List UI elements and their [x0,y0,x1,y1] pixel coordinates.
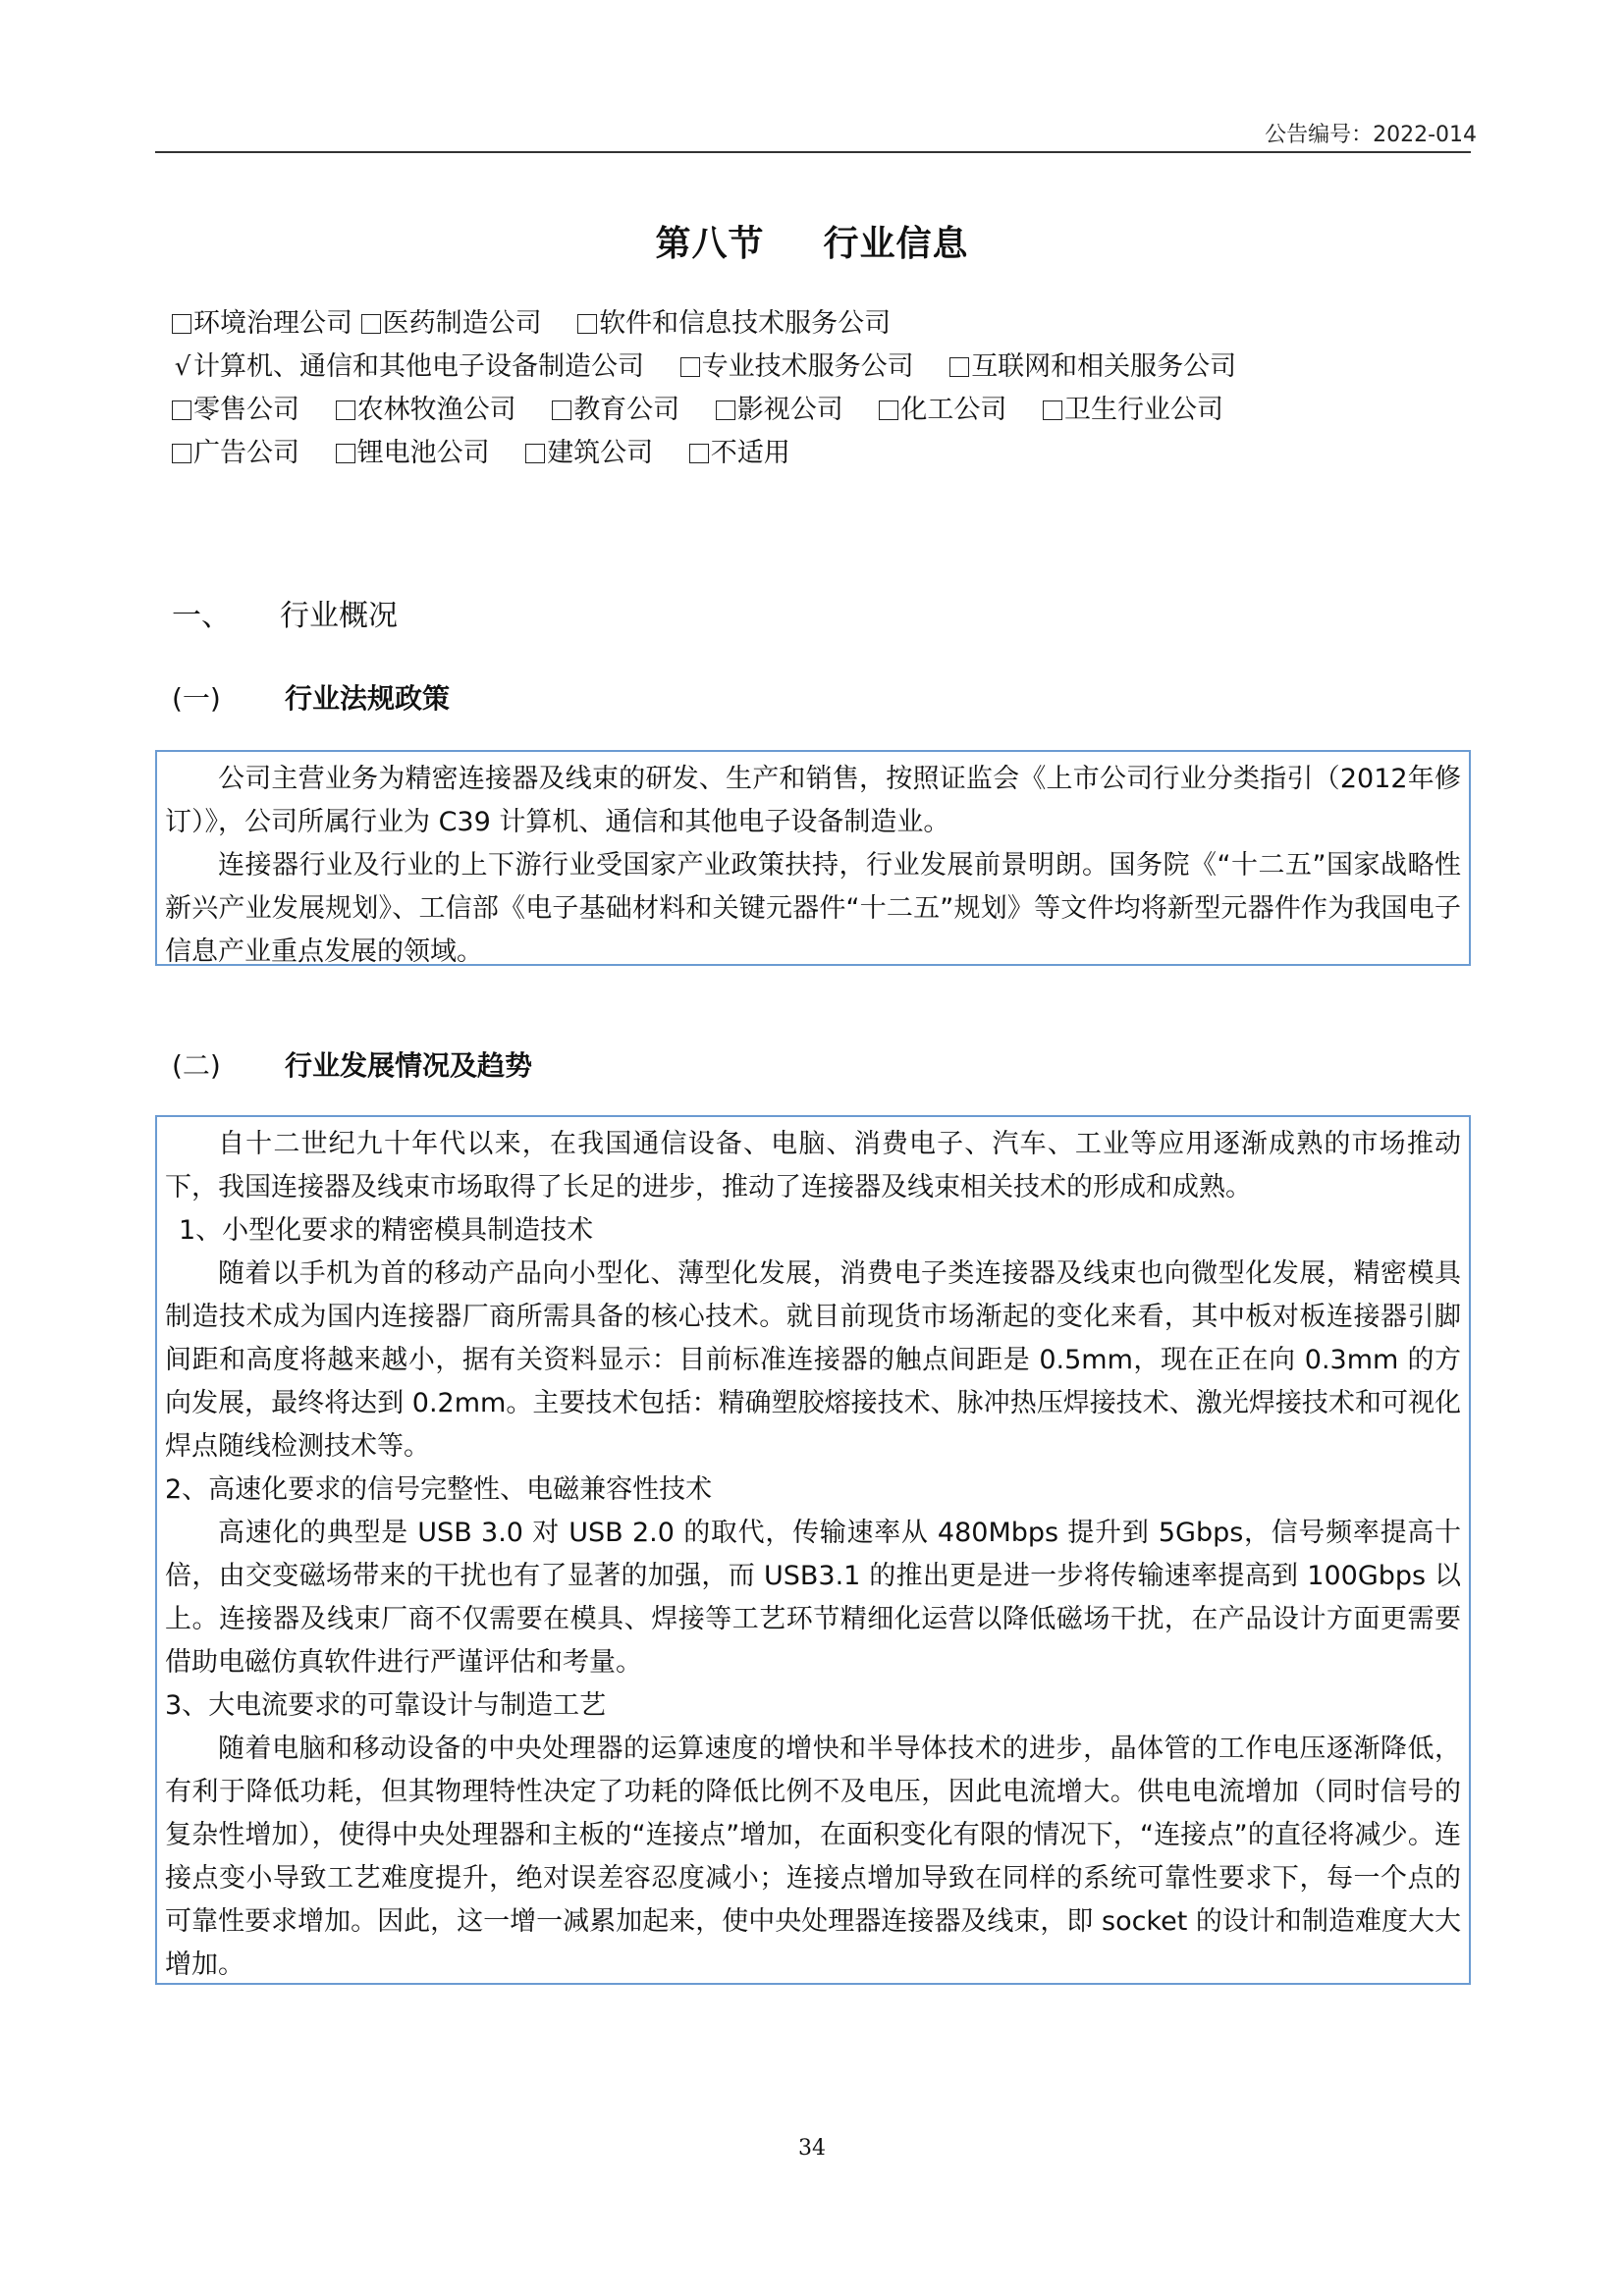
checkbox-icon[interactable] [1043,400,1062,420]
checkbox-option[interactable]: 零售公司 [172,389,299,432]
subheading: 1、小型化要求的精密模具制造技术 [179,1215,594,1246]
checkbox-icon[interactable] [172,444,191,463]
checkbox-option[interactable]: 互联网和相关服务公司 [949,346,1236,389]
subheading: 3、大电流要求的可靠设计与制造工艺 [165,1690,607,1721]
subheading: 2、高速化要求的信号完整性、电磁兼容性技术 [165,1474,713,1505]
heading-number: (二) [172,1049,221,1082]
checkbox-option[interactable]: 医药制造公司 [361,302,542,346]
section-number: 第八节 [655,224,765,264]
checkbox-icon[interactable] [552,400,571,420]
checkbox-option[interactable]: 不适用 [689,432,790,475]
checkbox-icon[interactable] [336,400,355,420]
regulation-policy-box [155,750,1471,966]
checkbox-option-checked[interactable]: √ 计算机、通信和其他电子设备制造公司 [172,346,644,389]
checkbox-icon[interactable] [689,444,709,463]
checkbox-icon[interactable] [716,400,735,420]
heading-text: 行业法规政策 [285,682,451,715]
checkmark-icon[interactable]: √ [174,352,191,382]
heading-industry-overview [172,591,398,634]
paragraph: 高速化的典型是 USB 3.0 对 USB 2.0 的取代，传输速率从 480Mbps 提升到 5Gbps，信号频率提高十倍，由交变磁场带来的干扰也有了显著的加强，而 USB3.1 的推出更是进一步将传输速率提高到 100Gbps 以上。连接器及线束厂商不仅需要在模具、焊接等工艺环节精细化运营以降低磁场干扰，在产品设计方面更需要借助电磁仿真软件进行严谨评估和考量。 [165,1518,1461,1678]
page-number: 34 [798,2136,826,2161]
checkbox-option[interactable]: 卫生行业公司 [1043,389,1223,432]
checklist-row [172,302,1264,346]
checklist-row [172,346,1264,389]
checkbox-option[interactable]: 建筑公司 [525,432,653,475]
development-trends-box [155,1115,1471,1985]
checkbox-option[interactable]: 锂电池公司 [336,432,490,475]
checkbox-icon[interactable] [361,314,381,334]
checkbox-option[interactable]: 化工公司 [879,389,1006,432]
paragraph: 自十二世纪九十年代以来，在我国通信设备、电脑、消费电子、汽车、工业等应用逐渐成熟的市场推动下，我国连接器及线束市场取得了长足的进步，推动了连接器及线束相关技术的形成和成熟。 [165,1129,1461,1202]
checkbox-icon[interactable] [879,400,898,420]
heading-text: 行业发展情况及趋势 [285,1049,533,1082]
paragraph: 公司主营业务为精密连接器及线束的研发、生产和销售，按照证监会《上市公司行业分类指引（2012年修订）》，公司所属行业为 C39 计算机、通信和其他电子设备制造业。 [165,764,1461,837]
checkbox-icon[interactable] [172,400,191,420]
checkbox-option[interactable]: 专业技术服务公司 [680,346,914,389]
paragraph: 连接器行业及行业的上下游行业受国家产业政策扶持，行业发展前景明朗。国务院《“十二五”国家战略性新兴产业发展规划》、工信部《电子基础材料和关键元器件“十二五”规划》等文件均将新型元器件作为我国电子信息产业重点发展的领域。 [165,850,1461,967]
checkbox-icon[interactable] [949,357,969,377]
announcement-code: 公告编号：2022-014 [1265,123,1477,147]
checkbox-option[interactable]: 农林牧渔公司 [336,389,516,432]
heading-number: (一) [172,682,221,715]
checkbox-icon[interactable] [336,444,355,463]
heading-number: 一、 [172,599,231,633]
checkbox-option[interactable]: 影视公司 [716,389,843,432]
checkbox-icon[interactable] [577,314,597,334]
industry-checklist [172,302,1264,475]
section-name: 行业信息 [823,224,969,264]
checkbox-option[interactable]: 教育公司 [552,389,679,432]
heading-text: 行业概况 [280,599,398,633]
checklist-row [172,432,1264,475]
checklist-row [172,389,1264,432]
section-title [0,216,1624,266]
paragraph: 随着电脑和移动设备的中央处理器的运算速度的增快和半导体技术的进步，晶体管的工作电压逐渐降低，有利于降低功耗，但其物理特性决定了功耗的降低比例不及电压，因此电流增大。供电电流增加（同时信号的复杂性增加），使得中央处理器和主板的“连接点”增加，在面积变化有限的情况下，“连接点”的直径将减少。连接点变小导致工艺难度提升，绝对误差容忍度减小；连接点增加导致在同样的系统可靠性要求下，每一个点的可靠性要求增加。因此，这一增一减累加起来，使中央处理器连接器及线束，即 socket 的设计和制造难度大大增加。 [165,1734,1461,1980]
checkbox-option[interactable]: 软件和信息技术服务公司 [577,302,891,346]
checkbox-icon[interactable] [680,357,700,377]
checkbox-icon[interactable] [172,314,191,334]
checkbox-option[interactable]: 环境治理公司 [172,302,352,346]
checkbox-icon[interactable] [525,444,545,463]
header-divider [155,151,1471,153]
heading-development-trends [172,1044,532,1084]
heading-regulation-policy [172,677,450,717]
paragraph: 随着以手机为首的移动产品向小型化、薄型化发展，消费电子类连接器及线束也向微型化发展，精密模具制造技术成为国内连接器厂商所需具备的核心技术。就目前现货市场渐起的变化来看，其中板对板连接器引脚间距和高度将越来越小，据有关资料显示：目前标准连接器的触点间距是 0.5mm，现在正在向 0.3mm 的方向发展，最终将达到 0.2mm。主要技术包括：精确塑胶熔接技术、脉冲热压焊接技术、激光焊接技术和可视化焊点随线检测技术等。 [165,1258,1461,1462]
checkbox-option[interactable]: 广告公司 [172,432,299,475]
